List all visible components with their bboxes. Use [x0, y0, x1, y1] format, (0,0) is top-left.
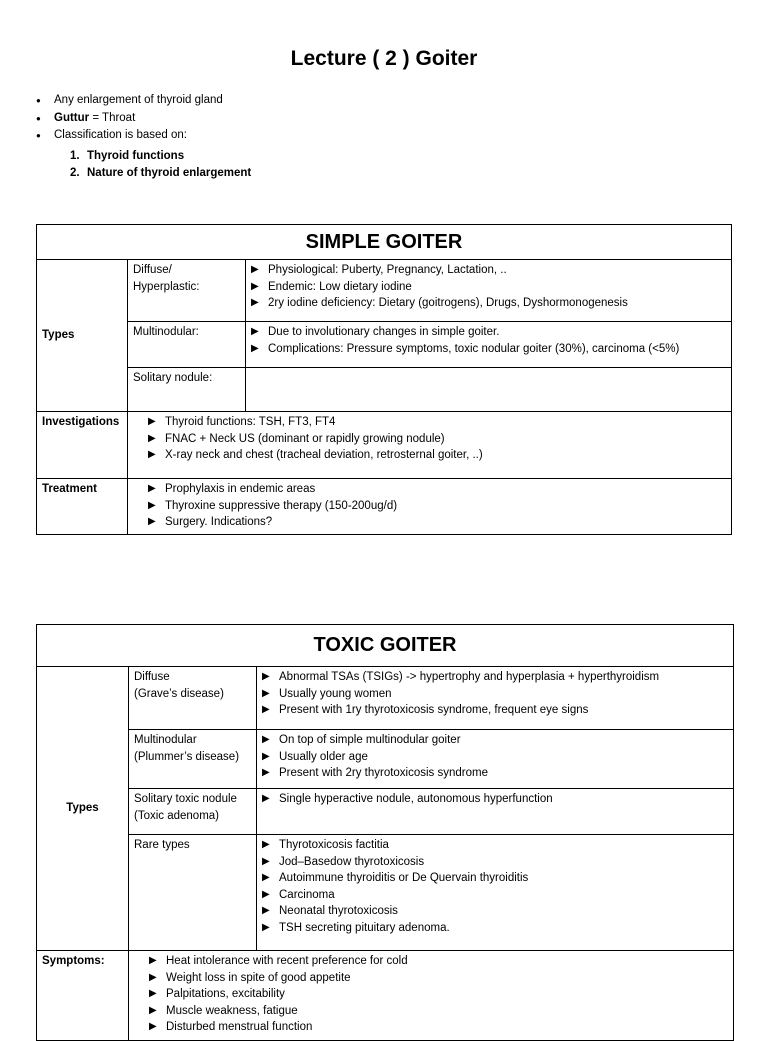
list-item: ▶ Weight loss in spite of good appetite: [149, 970, 728, 987]
bullet-text: = Throat: [89, 111, 136, 124]
bullet-item: [36, 127, 223, 145]
list-item: ▶ Surgery. Indications?: [148, 514, 726, 531]
item-text: Thyroid functions: [87, 150, 185, 162]
symptoms-label: Symptoms:: [37, 951, 129, 1041]
page-title: Lecture ( 2 ) Goiter: [290, 47, 478, 70]
list-item: ▶ FNAC + Neck US (dominant or rapidly growing nodule): [148, 431, 726, 448]
type-details: [257, 730, 734, 789]
item-text: Nature of thyroid enlargement: [87, 166, 252, 179]
type-details: [257, 667, 734, 730]
types-label: Types: [37, 667, 129, 951]
list-item: ▶ On top of simple multinodular goiter: [262, 732, 728, 749]
list-item: ▶ X-ray neck and chest (tracheal deviation, retrosternal goiter, ..): [148, 447, 726, 464]
numbered-item: [70, 148, 251, 165]
type-name: Solitary toxic nodule (Toxic adenoma): [129, 789, 257, 835]
item-number: 2.: [70, 166, 80, 179]
list-item: ▶ Present with 2ry thyrotoxicosis syndrome: [262, 765, 728, 782]
list-item: ▶ Usually older age: [262, 749, 728, 766]
type-name: Solitary nodule:: [128, 368, 246, 412]
list-item: ▶ Endemic: Low dietary iodine: [251, 279, 726, 296]
type-details: [246, 260, 732, 322]
list-item: ▶ Usually young women: [262, 686, 728, 703]
list-item: ▶ Due to involutionary changes in simple goiter.: [251, 324, 726, 341]
list-item: ▶ TSH secreting pituitary adenoma.: [262, 920, 728, 937]
list-item: ▶ Thyrotoxicosis factitia: [262, 837, 728, 854]
list-item: ▶ Prophylaxis in endemic areas: [148, 481, 726, 498]
investigations-label: Investigations: [37, 412, 128, 479]
list-item: ▶ Present with 1ry thyrotoxicosis syndrome, frequent eye signs: [262, 702, 728, 719]
list-item: ▶ Autoimmune thyroiditis or De Quervain thyroiditis: [262, 870, 728, 887]
list-item: ▶ Thyroid functions: TSH, FT3, FT4: [148, 414, 726, 431]
type-name: Rare types: [129, 835, 257, 951]
symptoms-details: [129, 951, 734, 1041]
simple-goiter-table: [36, 224, 732, 535]
bullet-item: [36, 110, 223, 128]
type-details: [246, 322, 732, 368]
list-item: ▶ Palpitations, excitability: [149, 986, 728, 1003]
intro-bullet-list: [36, 92, 223, 145]
types-label: Types: [37, 260, 128, 412]
numbered-item: [70, 165, 251, 182]
toxic-goiter-heading: TOXIC GOITER: [37, 625, 734, 667]
list-item: ▶ Neonatal thyrotoxicosis: [262, 903, 728, 920]
list-item: ▶ Muscle weakness, fatigue: [149, 1003, 728, 1020]
type-name: Diffuse/ Hyperplastic:: [128, 260, 246, 322]
investigations-details: [128, 412, 732, 479]
classification-list: [70, 148, 251, 181]
list-item: ▶ Disturbed menstrual function: [149, 1019, 728, 1036]
list-item: ▶ Physiological: Puberty, Pregnancy, Lactation, ..: [251, 262, 726, 279]
toxic-goiter-table: [36, 624, 734, 1041]
list-item: ▶ Thyroxine suppressive therapy (150-200ug/d): [148, 498, 726, 515]
list-item: ▶ Jod–Basedow thyrotoxicosis: [262, 854, 728, 871]
treatment-details: [128, 479, 732, 535]
type-details: [257, 835, 734, 951]
type-details: [257, 789, 734, 835]
bullet-text: Any enlargement of thyroid gland: [54, 94, 223, 106]
bullet-text: Classification is based on:: [54, 129, 187, 141]
bullet-bold-label: Guttur: [54, 111, 90, 124]
simple-goiter-heading: SIMPLE GOITER: [37, 225, 732, 260]
list-item: ▶ Heat intolerance with recent preference for cold: [149, 953, 728, 970]
list-item: ▶ Single hyperactive nodule, autonomous hyperfunction: [262, 791, 728, 808]
list-item: ▶ 2ry iodine deficiency: Dietary (goitrogens), Drugs, Dyshormonogenesis: [251, 295, 726, 312]
type-details: [246, 368, 732, 412]
type-name: Diffuse (Grave’s disease): [129, 667, 257, 730]
type-name: Multinodular (Plummer’s disease): [129, 730, 257, 789]
item-number: 1.: [70, 150, 80, 162]
list-item: ▶ Carcinoma: [262, 887, 728, 904]
type-name: Multinodular:: [128, 322, 246, 368]
list-item: ▶ Complications: Pressure symptoms, toxic nodular goiter (30%), carcinoma (<5%): [251, 341, 726, 358]
bullet-item: [36, 92, 223, 110]
list-item: ▶ Abnormal TSAs (TSIGs) -> hypertrophy and hyperplasia + hyperthyroidism: [262, 669, 728, 686]
treatment-label: Treatment: [37, 479, 128, 535]
